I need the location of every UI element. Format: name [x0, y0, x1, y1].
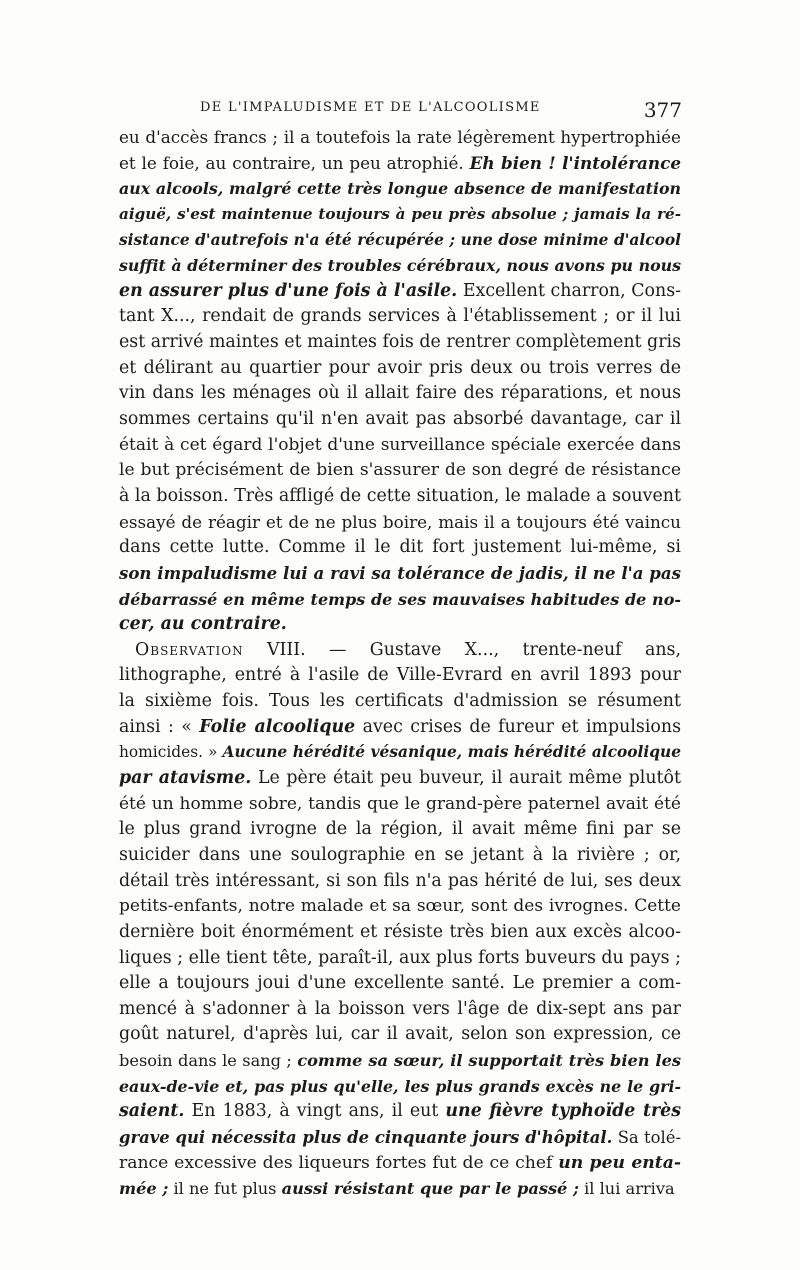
- italic-run: saient.: [119, 1101, 185, 1122]
- italic-run: grave qui nécessita plus de cinquante jours d'hôpital.: [119, 1127, 613, 1147]
- text-line: [119, 176, 681, 202]
- text-line: [119, 946, 681, 972]
- text-run: détail très intéressant, si son fils n'a pas hérité de lui, ses deux: [119, 870, 681, 891]
- text-line: [119, 612, 681, 638]
- italic-run: Eh bien ! l'intolérance: [469, 152, 681, 173]
- text-line: [119, 356, 681, 382]
- text-run: goût naturel, d'après lui, car il avait, selon son expression, ce: [119, 1024, 681, 1045]
- italic-run: mée ;: [119, 1179, 169, 1199]
- text-run: était à cet égard l'objet d'une surveillance spéciale exercée dans: [119, 434, 681, 455]
- text-run: la sixième fois. Tous les certificats d'admission se résument: [119, 691, 681, 712]
- text-line: [119, 484, 681, 510]
- text-line: [119, 253, 681, 279]
- text-run: il lui arriva: [578, 1179, 675, 1199]
- italic-run: Aucune hérédité vésanique, mais hérédité alcoolique: [222, 743, 681, 762]
- text-line: [119, 869, 681, 895]
- text-run: eu d'accès francs ; il a toutefois la rate légèrement hypertrophiée: [119, 127, 681, 147]
- text-run: suicider dans une soulographie en se jetant à la rivière ; or,: [119, 844, 681, 865]
- text-line: [119, 407, 681, 433]
- text-line: [119, 228, 681, 254]
- italic-run: sistance d'autrefois n'a été récupérée ; une dose minime d'alcool: [119, 230, 681, 249]
- text-run: liques ; elle tient tête, paraît-il, aux plus forts buveurs du pays ;: [119, 947, 681, 968]
- text-line: [119, 997, 681, 1023]
- text-run: tant X..., rendait de grands services à l'établissement ; or il lui: [119, 306, 681, 327]
- text-line: [119, 715, 681, 741]
- text-line: [119, 740, 681, 766]
- text-line: [119, 510, 681, 536]
- italic-run: aussi résistant que par le passé ;: [281, 1179, 579, 1199]
- text-line: [119, 125, 681, 151]
- italic-run: son impaludisme lui a ravi sa tolérance de jadis, il ne l'a pas: [119, 562, 681, 583]
- italic-run: aux alcools, malgré cette très longue absence de manifestation: [119, 179, 681, 199]
- text-line: [119, 792, 681, 818]
- text-line: [119, 1176, 681, 1202]
- italic-run: en assurer plus d'une fois à l'asile.: [119, 280, 458, 301]
- text-run: et le foie, au contraire, un peu atrophié.: [119, 152, 470, 173]
- text-run: à la boisson. Très affligé de cette situation, le malade a souvent: [119, 485, 681, 506]
- italic-run: un peu enta-: [558, 1152, 681, 1173]
- text-line: [119, 279, 681, 305]
- running-title: DE L'IMPALUDISME ET DE L'ALCOOLISME: [200, 100, 541, 115]
- text-line: [119, 1022, 681, 1048]
- text-line: [119, 689, 681, 715]
- text-run: Le père était peu buveur, il aurait même plutôt: [251, 768, 681, 789]
- small-caps-run: Observation: [135, 639, 244, 660]
- text-run: rance excessive des liqueurs fortes fut de ce chef: [119, 1152, 559, 1173]
- text-run: ainsi : «: [119, 716, 200, 737]
- page-number: 377: [643, 98, 682, 122]
- text-run: Sa tolé-: [612, 1127, 681, 1147]
- text-line: [119, 151, 681, 177]
- text-line: [119, 330, 681, 356]
- text-run: été un homme sobre, tandis que le grand-père paternel avait été: [119, 793, 681, 814]
- body-text: [119, 125, 681, 1202]
- text-line: [119, 971, 681, 997]
- text-run: dernière boit énormément et résiste très bien aux excès alcoo-: [119, 921, 681, 942]
- italic-run: débarrassé en même temps de ses mauvaises habitudes de no-: [119, 589, 681, 609]
- text-run: essayé de réagir et de ne plus boire, mais il a toujours été vaincu: [119, 511, 681, 532]
- italic-run: eaux-de-vie et, pas plus qu'elle, les plus grands excès ne le gri-: [119, 1076, 681, 1096]
- text-line: [119, 433, 681, 459]
- text-run: est arrivé maintes et maintes fois de rentrer complètement gris: [119, 332, 681, 353]
- italic-run: aiguë, s'est maintenue toujours à peu près absolue ; jamais la ré-: [119, 204, 681, 223]
- text-line: [119, 638, 681, 664]
- text-run: dans cette lutte. Comme il le dit fort justement lui-même, si: [119, 537, 681, 558]
- text-run: homicides. »: [119, 743, 223, 762]
- text-line: [119, 663, 681, 689]
- text-line: [119, 894, 681, 920]
- text-run: vin dans les ménages où il allait faire des réparations, et nous: [119, 383, 681, 404]
- italic-run: suffit à déterminer des troubles cérébraux, nous avons pu nous: [119, 256, 681, 276]
- italic-run: comme sa sœur, il supportait très bien les: [297, 1051, 681, 1071]
- text-run: et délirant au quartier pour avoir pris deux ou trois verres de: [119, 357, 681, 378]
- text-line: [119, 1125, 681, 1151]
- text-line: [119, 381, 681, 407]
- text-line: [119, 1099, 681, 1125]
- text-run: besoin dans le sang ;: [119, 1051, 298, 1071]
- italic-run: par atavisme.: [119, 768, 252, 789]
- text-run: Excellent charron, Cons-: [457, 280, 681, 301]
- text-line: [119, 843, 681, 869]
- text-run: En 1883, à vingt ans, il eut: [184, 1101, 446, 1122]
- text-run: elle a toujours joui d'une excellente santé. Le premier a com-: [119, 973, 681, 994]
- text-line: [119, 920, 681, 946]
- text-line: [119, 561, 681, 587]
- text-run: sommes certains qu'il n'en avait pas absorbé davantage, car il: [119, 409, 681, 430]
- text-run: VIII. — Gustave X..., trente-neuf ans,: [243, 639, 681, 660]
- text-run: avec crises de fureur et impulsions: [355, 716, 681, 737]
- text-line: [119, 458, 681, 484]
- text-line: [119, 587, 681, 613]
- text-line: [119, 535, 681, 561]
- text-line: [119, 1151, 681, 1177]
- text-run: mencé à s'adonner à la boisson vers l'âge de dix-sept ans par: [119, 998, 681, 1019]
- italic-run: une fièvre typhoïde très: [445, 1101, 681, 1122]
- italic-run: cer, au contraire.: [119, 614, 287, 635]
- text-run: le but précisément de bien s'assurer de son degré de résistance: [119, 460, 681, 481]
- text-line: [119, 817, 681, 843]
- text-line: [119, 1074, 681, 1100]
- page-header: [118, 98, 682, 122]
- text-run: le plus grand ivrogne de la région, il avait même fini par se: [119, 819, 681, 840]
- text-run: petits-enfants, notre malade et sa sœur, sont des ivrognes. Cette: [119, 896, 681, 917]
- text-line: [119, 766, 681, 792]
- italic-run: Folie alcoolique: [199, 716, 356, 737]
- text-line: [119, 202, 681, 228]
- text-run: lithographe, entré à l'asile de Ville-Evrard en avril 1893 pour: [119, 665, 681, 686]
- text-line: [119, 304, 681, 330]
- text-run: il ne fut plus: [168, 1179, 282, 1199]
- text-line: [119, 1048, 681, 1074]
